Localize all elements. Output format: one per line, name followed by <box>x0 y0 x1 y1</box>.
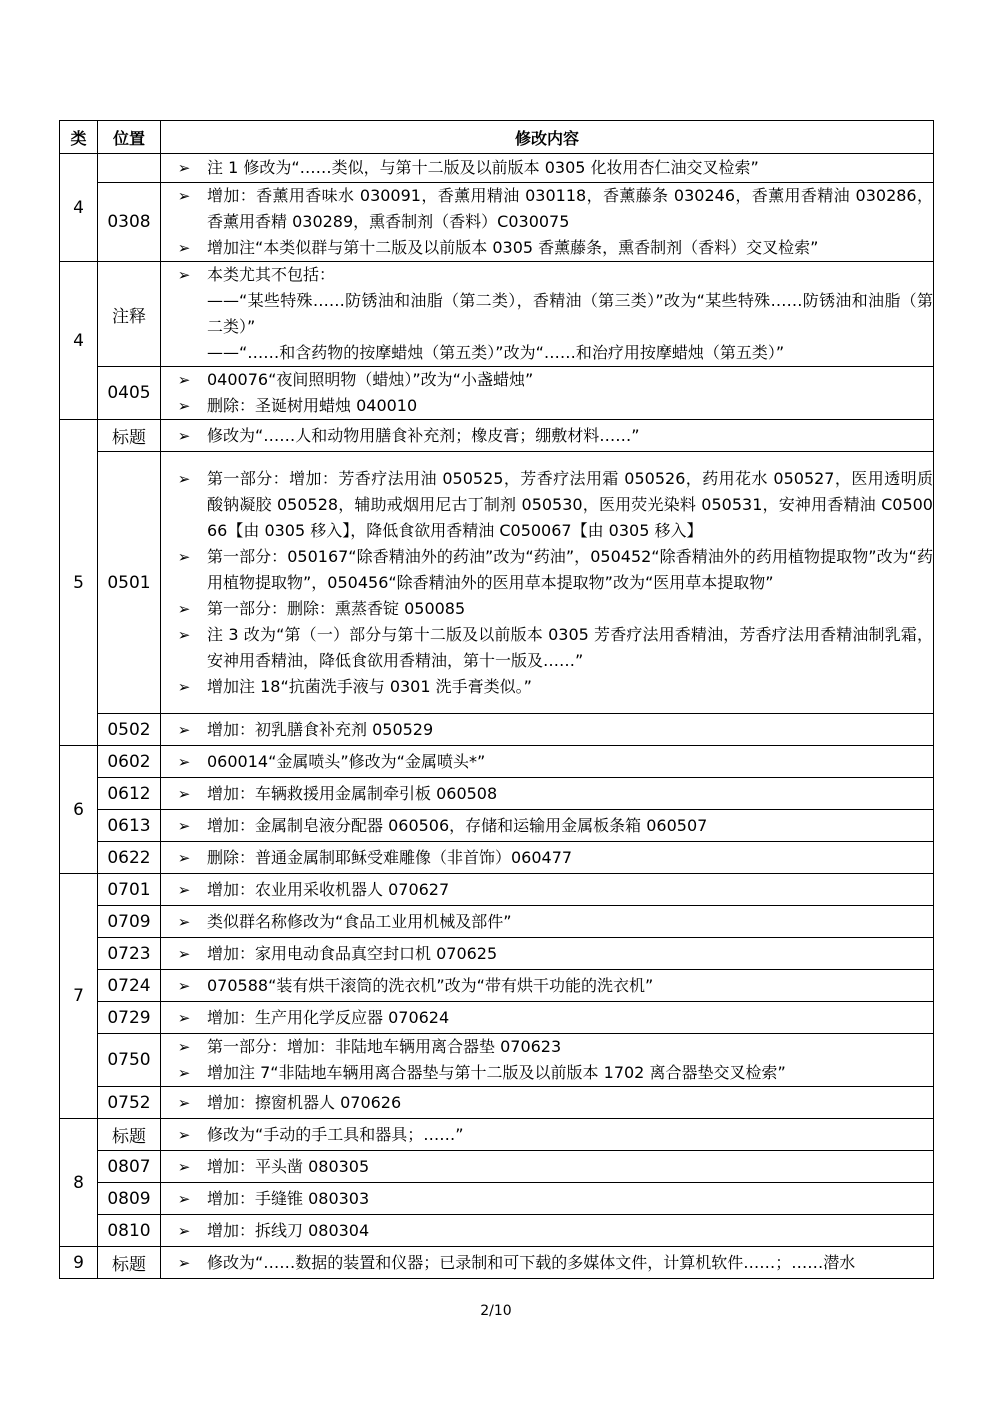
content-cell <box>161 970 934 1002</box>
list-item <box>161 1154 933 1180</box>
content-cell <box>161 1087 934 1119</box>
bullet-arrow-icon: ➢ <box>177 625 191 644</box>
list-item <box>161 1090 933 1116</box>
bullet-arrow-icon: ➢ <box>177 1253 191 1272</box>
content-cell <box>161 1119 934 1151</box>
bullet-arrow-icon: ➢ <box>177 677 191 696</box>
position-cell: 0502 <box>98 714 161 746</box>
table-row <box>60 970 934 1002</box>
bullet-arrow-icon: ➢ <box>177 187 191 205</box>
list-item <box>161 941 933 967</box>
bullet-arrow-icon: ➢ <box>177 1038 191 1056</box>
content-cell <box>161 452 934 714</box>
bullet-arrow-icon: ➢ <box>177 880 191 899</box>
item-text: 060014“金属喷头”修改为“金属喷头*” <box>207 751 486 771</box>
position-cell: 0308 <box>98 183 161 262</box>
class-number: 4 <box>60 262 98 420</box>
content-cell <box>161 1151 934 1183</box>
list-item <box>161 1122 933 1148</box>
item-text: 第一部分：050167“除香精油外的药油”改为“药油”，050452“除香精油外的药用植物提取物”改为“药用植物提取物”，050456“除香精油外的医用草本提取物”改为“医用草本提取物” <box>207 546 933 592</box>
list-item <box>161 1060 933 1086</box>
item-text: 修改为“……人和动物用膳食补充剂；橡皮膏；绷敷材料……” <box>207 425 640 445</box>
list-item <box>161 622 933 674</box>
position-cell <box>98 154 161 183</box>
list-item <box>161 262 933 288</box>
table-row <box>60 1002 934 1034</box>
position-cell: 注释 <box>98 262 161 367</box>
item-text: 第一部分：增加：芳香疗法用油 050525，芳香疗法用霜 050526，药用花水 050527，医用透明质酸钠凝胶 050528，辅助戒烟用尼古丁制剂 050530，医用荧光染料 050531，安神用香精油 C050066【由 0305 移入】，降低食欲用香精油 C050067【由 0305 移入】 <box>207 468 933 540</box>
position-cell: 0613 <box>98 810 161 842</box>
bullet-arrow-icon: ➢ <box>177 1093 191 1112</box>
item-text: 本类尤其不包括： <box>207 265 336 284</box>
table-row <box>60 154 934 183</box>
header-class: 类 <box>60 121 98 154</box>
class-number: 6 <box>60 746 98 874</box>
item-text: 增加：生产用化学反应器 070624 <box>207 1007 450 1027</box>
position-cell: 0724 <box>98 970 161 1002</box>
table-row <box>60 1087 934 1119</box>
position-cell: 0501 <box>98 452 161 714</box>
list-item <box>161 423 933 449</box>
table-row <box>60 183 934 262</box>
content-cell <box>161 714 934 746</box>
content-cell <box>161 842 934 874</box>
item-text: 注 3 改为“第（一）部分与第十二版及以前版本 0305 芳香疗法用香精油，芳香疗法用香精油制乳霜，安神用香精油，降低食欲用香精油，第十一版及……” <box>207 624 933 670</box>
position-cell: 0701 <box>98 874 161 906</box>
list-item <box>161 909 933 935</box>
table-row <box>60 714 934 746</box>
class-number: 9 <box>60 1247 98 1279</box>
table-row <box>60 262 934 367</box>
table-row <box>60 367 934 420</box>
item-text: 修改为“手动的手工具和器具；……” <box>207 1124 464 1144</box>
header-content: 修改内容 <box>161 121 934 154</box>
bullet-arrow-icon: ➢ <box>177 912 191 931</box>
content-cell <box>161 1183 934 1215</box>
table-row <box>60 778 934 810</box>
list-item <box>161 155 933 181</box>
list-item <box>161 1186 933 1212</box>
item-text: 增加：手缝锥 080303 <box>207 1188 370 1208</box>
table-row <box>60 906 934 938</box>
position-cell: 0810 <box>98 1215 161 1247</box>
item-text: 增加：平头凿 080305 <box>207 1156 370 1176</box>
content-cell <box>161 154 934 183</box>
list-item <box>161 1218 933 1244</box>
position-cell: 0709 <box>98 906 161 938</box>
list-item <box>161 781 933 807</box>
item-text: 第一部分：增加：非陆地车辆用离合器垫 070623 <box>207 1037 562 1056</box>
item-text: 增加：家用电动食品真空封口机 070625 <box>207 943 498 963</box>
item-text: 040076“夜间照明物（蜡烛）”改为“小盏蜡烛” <box>207 370 534 389</box>
class-number: 7 <box>60 874 98 1119</box>
item-text: 第一部分：删除：熏蒸香锭 050085 <box>207 598 466 618</box>
content-cell <box>161 367 934 420</box>
item-text: 类似群名称修改为“食品工业用机械及部件” <box>207 911 512 931</box>
position-cell: 0723 <box>98 938 161 970</box>
item-text: 增加注 18“抗菌洗手液与 0301 洗手膏类似。” <box>207 676 532 696</box>
class-number: 5 <box>60 420 98 746</box>
position-cell: 0622 <box>98 842 161 874</box>
class-number: 4 <box>60 154 98 262</box>
content-cell <box>161 1247 934 1279</box>
bullet-arrow-icon: ➢ <box>177 266 191 284</box>
list-item <box>161 544 933 596</box>
content-cell <box>161 420 934 452</box>
bullet-arrow-icon: ➢ <box>177 752 191 771</box>
content-cell <box>161 906 934 938</box>
list-item <box>161 813 933 839</box>
page-number: 2/10 <box>480 1303 512 1319</box>
item-text: 增加：香薰用香味水 030091，香薰用精油 030118，香薰藤条 030246，香薰用香精油 030286，香薰用香精 030289，熏香制剂（香料）C030075 <box>207 186 933 231</box>
list-item <box>161 1250 933 1276</box>
item-text: 增加：擦窗机器人 070626 <box>207 1092 402 1112</box>
table-row <box>60 810 934 842</box>
position-cell: 标题 <box>98 1247 161 1279</box>
content-cell <box>161 1034 934 1087</box>
item-text: 增加：农业用采收机器人 070627 <box>207 879 450 899</box>
bullet-arrow-icon: ➢ <box>177 397 191 415</box>
table-row <box>60 842 934 874</box>
list-item <box>161 596 933 622</box>
bullet-arrow-icon: ➢ <box>177 599 191 618</box>
item-text: 删除：普通金属制耶稣受难雕像（非首饰）060477 <box>207 847 573 867</box>
table-row <box>60 874 934 906</box>
bullet-arrow-icon: ➢ <box>177 426 191 445</box>
item-text: 增加注 7“非陆地车辆用离合器垫与第十二版及以前版本 1702 离合器垫交叉检索” <box>207 1063 786 1082</box>
bullet-arrow-icon: ➢ <box>177 720 191 739</box>
bullet-arrow-icon: ➢ <box>177 1189 191 1208</box>
bullet-arrow-icon: ➢ <box>177 1064 191 1082</box>
bullet-arrow-icon: ➢ <box>177 816 191 835</box>
position-cell: 0612 <box>98 778 161 810</box>
revision-table <box>59 120 934 1279</box>
list-item <box>161 674 933 700</box>
table-row <box>60 1034 934 1087</box>
list-item <box>161 393 933 419</box>
item-text: 修改为“……数据的装置和仪器；已录制和可下载的多媒体文件，计算机软件……；……潜水 <box>207 1252 856 1272</box>
bullet-arrow-icon: ➢ <box>177 159 191 177</box>
position-cell: 标题 <box>98 1119 161 1151</box>
list-item <box>161 717 933 743</box>
content-cell <box>161 183 934 262</box>
list-item <box>161 749 933 775</box>
bullet-arrow-icon: ➢ <box>177 547 191 566</box>
list-item <box>161 235 933 261</box>
content-cell <box>161 1002 934 1034</box>
sub-item-text: ——“……和含药物的按摩蜡烛（第五类）”改为“……和治疗用按摩蜡烛（第五类）” <box>207 343 785 362</box>
content-cell <box>161 874 934 906</box>
table-row <box>60 420 934 452</box>
position-cell: 0807 <box>98 1151 161 1183</box>
content-cell <box>161 938 934 970</box>
item-text: 增加：车辆救援用金属制牵引板 060508 <box>207 783 498 803</box>
list-item <box>161 877 933 903</box>
bullet-arrow-icon: ➢ <box>177 1221 191 1240</box>
position-cell: 0809 <box>98 1183 161 1215</box>
content-cell <box>161 746 934 778</box>
content-cell <box>161 810 934 842</box>
item-text: 删除：圣诞树用蜡烛 040010 <box>207 396 418 415</box>
bullet-arrow-icon: ➢ <box>177 976 191 995</box>
list-item <box>161 973 933 999</box>
item-text: 增加：初乳膳食补充剂 050529 <box>207 719 434 739</box>
bullet-arrow-icon: ➢ <box>177 1157 191 1176</box>
table-row <box>60 1215 934 1247</box>
content-cell <box>161 778 934 810</box>
list-item <box>161 845 933 871</box>
item-text: 增加：拆线刀 080304 <box>207 1220 370 1240</box>
table-row <box>60 1247 934 1279</box>
table-row <box>60 452 934 714</box>
content-cell <box>161 262 934 367</box>
table-row <box>60 1119 934 1151</box>
bullet-arrow-icon: ➢ <box>177 944 191 963</box>
list-item <box>161 466 933 544</box>
item-text: 注 1 修改为“……类似，与第十二版及以前版本 0305 化妆用杏仁油交叉检索” <box>207 158 759 177</box>
position-cell: 0750 <box>98 1034 161 1087</box>
list-item <box>161 367 933 393</box>
list-item <box>161 1034 933 1060</box>
item-text: 增加注“本类似群与第十二版及以前版本 0305 香薰藤条，熏香制剂（香料）交叉检索” <box>207 238 819 257</box>
table-row <box>60 746 934 778</box>
table-row <box>60 1183 934 1215</box>
sub-item-text: ——“某些特殊……防锈油和油脂（第二类），香精油（第三类）”改为“某些特殊……防锈油和油脂（第二类）” <box>207 291 933 336</box>
content-cell <box>161 1215 934 1247</box>
table-row <box>60 1151 934 1183</box>
list-item <box>161 183 933 235</box>
list-item <box>161 1005 933 1031</box>
position-cell: 0405 <box>98 367 161 420</box>
bullet-arrow-icon: ➢ <box>177 371 191 389</box>
class-number: 8 <box>60 1119 98 1247</box>
position-cell: 0752 <box>98 1087 161 1119</box>
bullet-arrow-icon: ➢ <box>177 848 191 867</box>
position-cell: 0729 <box>98 1002 161 1034</box>
bullet-arrow-icon: ➢ <box>177 784 191 803</box>
header-position: 位置 <box>98 121 161 154</box>
header-row <box>60 121 934 154</box>
bullet-arrow-icon: ➢ <box>177 469 191 488</box>
bullet-arrow-icon: ➢ <box>177 1008 191 1027</box>
item-text: 070588“装有烘干滚筒的洗衣机”改为“带有烘干功能的洗衣机” <box>207 975 654 995</box>
bullet-arrow-icon: ➢ <box>177 239 191 257</box>
table-row <box>60 938 934 970</box>
position-cell: 0602 <box>98 746 161 778</box>
position-cell: 标题 <box>98 420 161 452</box>
item-text: 增加：金属制皂液分配器 060506，存储和运输用金属板条箱 060507 <box>207 815 708 835</box>
bullet-arrow-icon: ➢ <box>177 1125 191 1144</box>
